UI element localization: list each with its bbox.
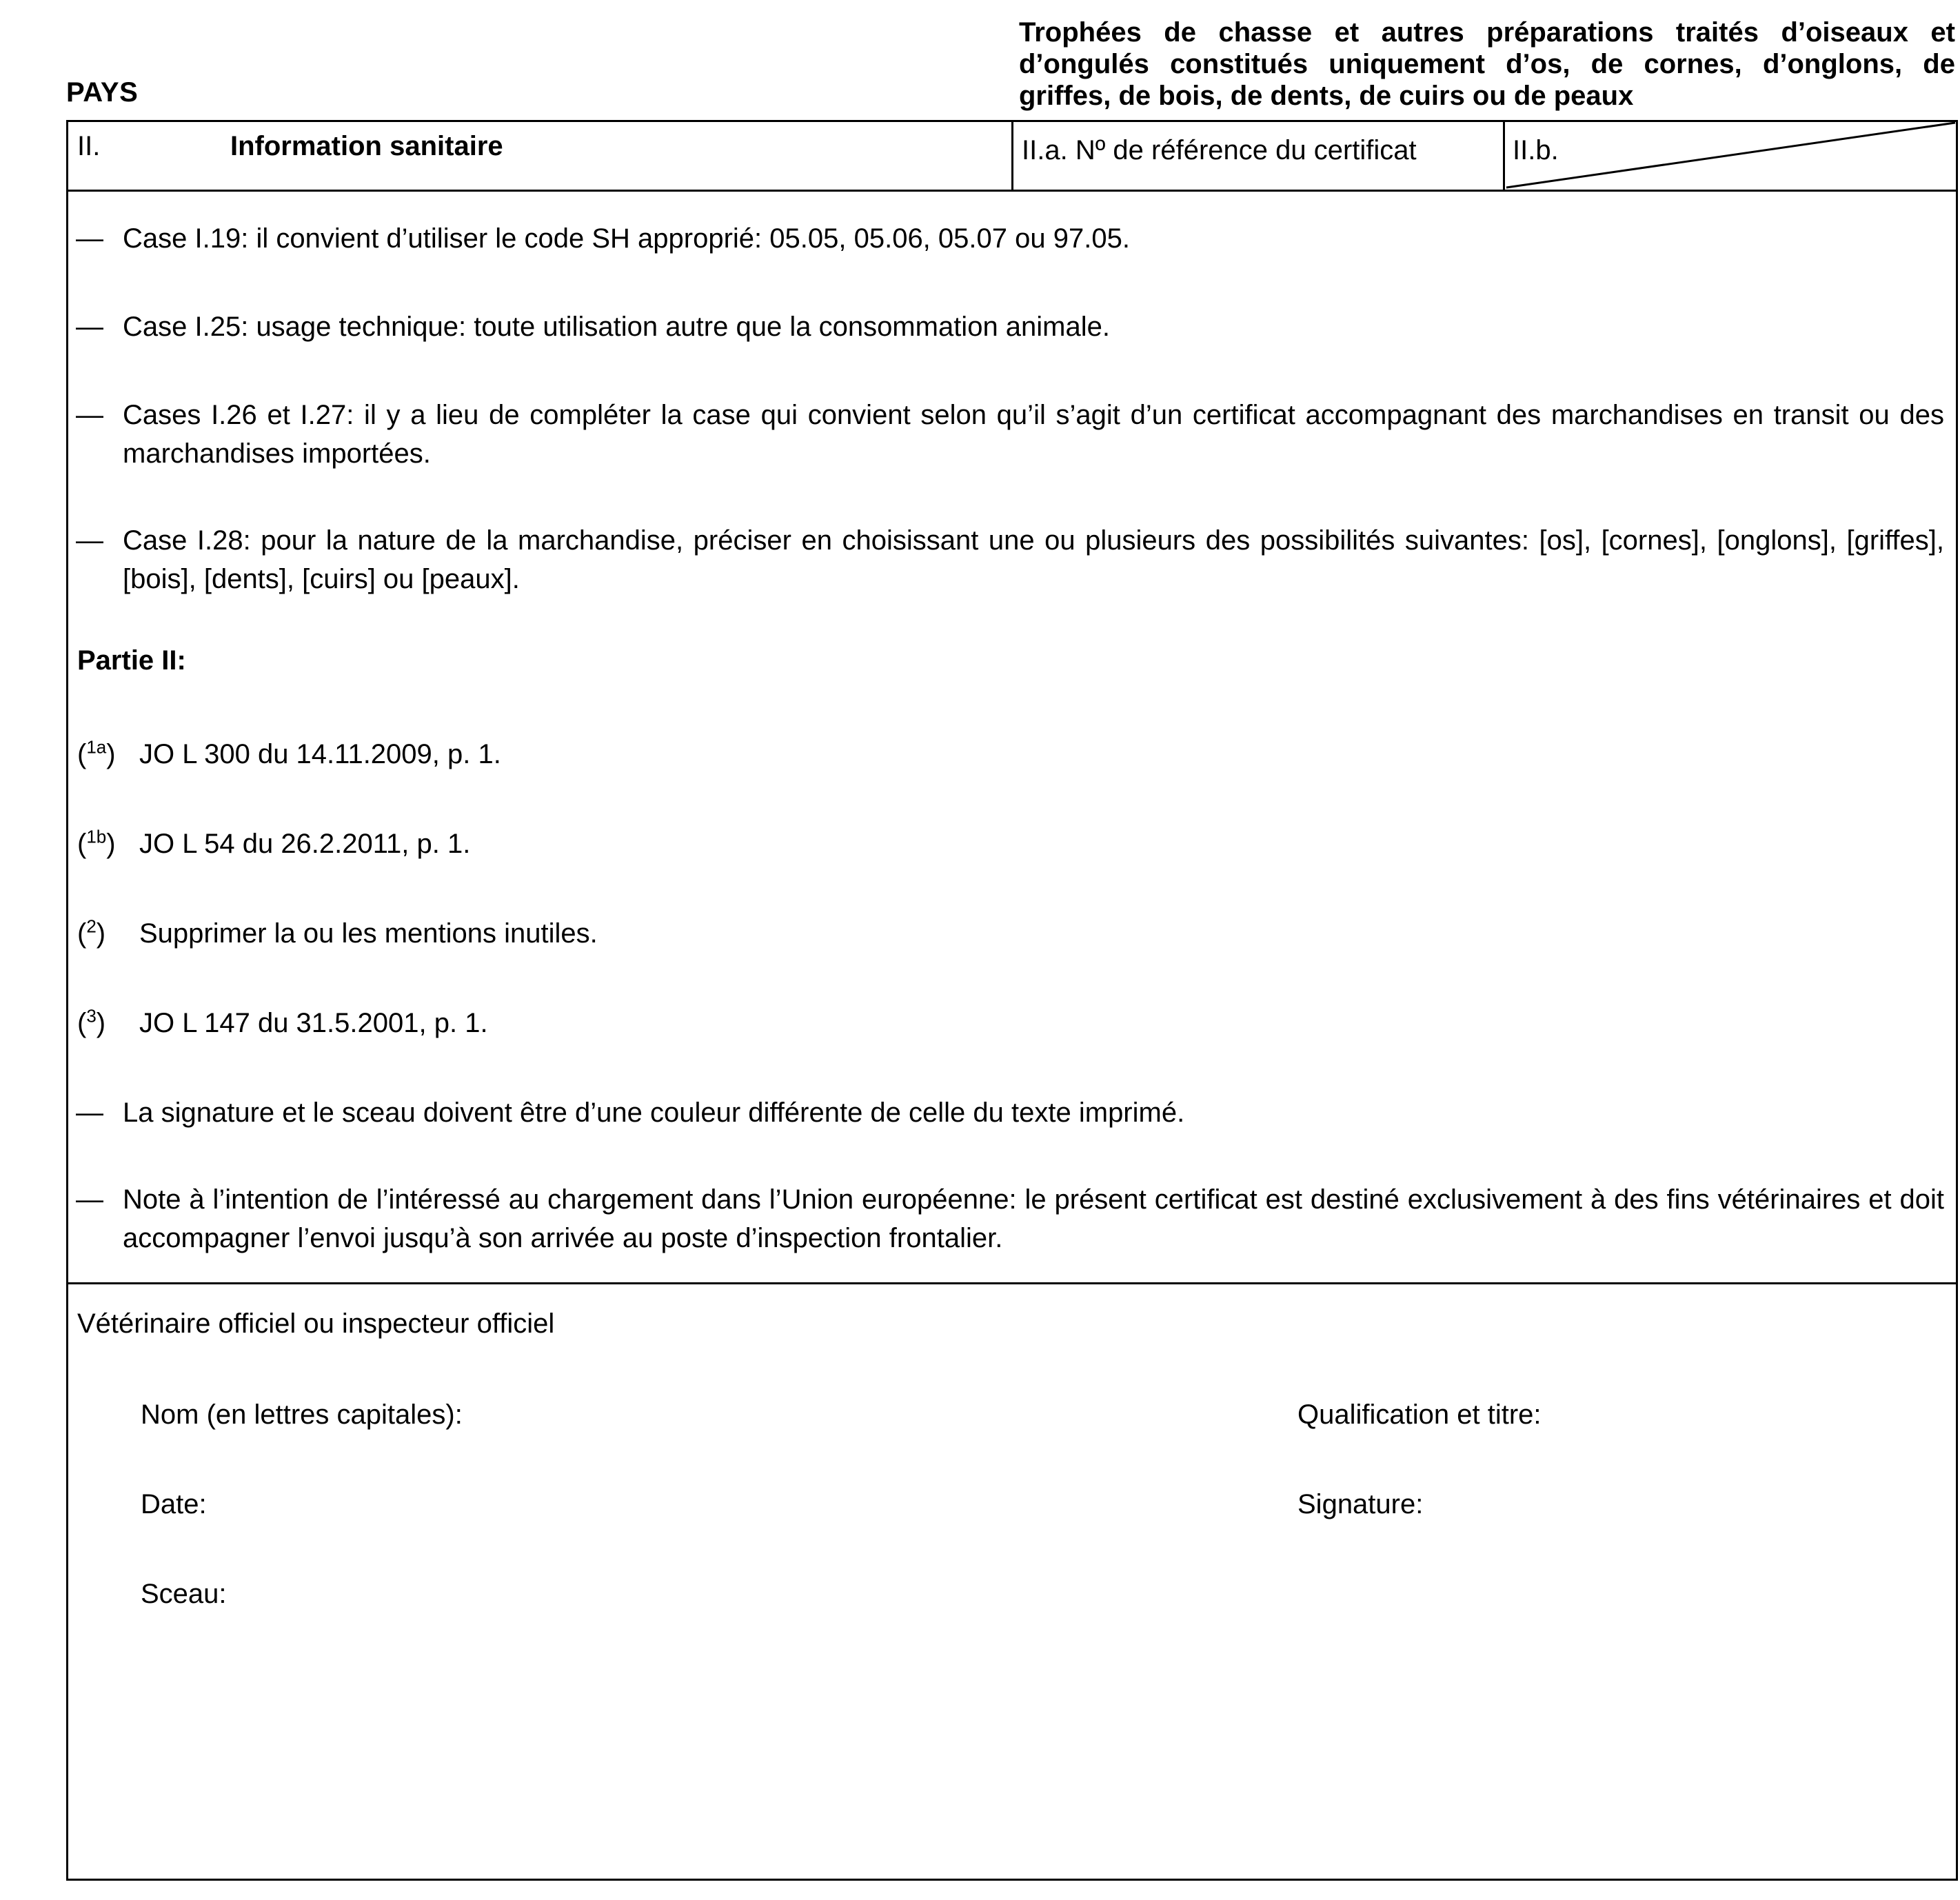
footnote-marker: ($^{1b}$) xyxy=(77,826,116,859)
closing-note xyxy=(76,1093,1944,1132)
closing-note-text: La signature et le sceau doivent être d’une couleur différente de celle du texte imprimé. xyxy=(123,1098,1185,1128)
dash-mark: — xyxy=(76,525,103,556)
footnote-text: JO L 300 du 14.11.2009, p. 1. xyxy=(139,739,501,769)
cert-ref-label: II.a. Nº de référence du certificat xyxy=(1022,135,1417,165)
footnote-text: Supprimer la ou les mentions inutiles. xyxy=(139,918,598,949)
footnote-marker: ($^3$) xyxy=(77,1005,106,1038)
instruction-item xyxy=(76,396,1944,473)
dash-mark: — xyxy=(76,1098,103,1128)
instruction-text: Case I.19: il convient d’utiliser le code SH approprié: 05.05, 05.06, 05.07 ou 97.05. xyxy=(123,223,1130,254)
closing-note xyxy=(76,1180,1944,1257)
footnote-marker: ($^{1a}$) xyxy=(77,736,116,769)
closing-note-text: Note à l’intention de l’intéressé au chargement dans l’Union européenne: le présent certificat est destiné exclusivement à des fins vétérinaires et doit accompagner l’envoi jusqu’à son arrivée au poste d’inspection frontalier. xyxy=(123,1184,1944,1253)
dash-mark: — xyxy=(76,1184,103,1215)
date-label: Date: xyxy=(141,1489,207,1519)
instruction-item xyxy=(76,521,1944,598)
instruction-item xyxy=(76,307,1944,346)
footnote xyxy=(77,914,598,953)
dash-mark: — xyxy=(76,400,103,430)
footnote xyxy=(77,1004,488,1042)
seal-label: Sceau: xyxy=(141,1579,227,1609)
footnote-marker: ($^2$) xyxy=(77,916,106,949)
country-label: PAYS xyxy=(66,77,139,108)
instruction-item xyxy=(76,219,1944,258)
instruction-text: Cases I.26 et I.27: il y a lieu de compléter la case qui convient selon qu’il s’agit d’un certificat accompagnant des marchandises en transit ou des marchandises importées. xyxy=(123,400,1944,469)
instruction-text: Case I.25: usage technique: toute utilisation autre que la consommation animale. xyxy=(123,312,1110,342)
footnote xyxy=(77,735,501,774)
signature-separator xyxy=(66,1282,1958,1284)
certificate-frame xyxy=(66,120,1958,1881)
footnote-text: JO L 54 du 26.2.2011, p. 1. xyxy=(139,829,471,859)
cert-ref-b-label: II.b. xyxy=(1513,135,1559,165)
signature-heading: Vétérinaire officiel ou inspecteur officiel xyxy=(77,1308,555,1339)
section-title: Information sanitaire xyxy=(230,131,503,161)
dash-mark: — xyxy=(76,312,103,342)
dash-mark: — xyxy=(76,223,103,254)
document-title: Trophées de chasse et autres préparations traités d’oiseaux et d’ongulés constitués uniquement d’os, de cornes, d’onglons, de griffes, de bois, de dents, de cuirs ou de peaux xyxy=(1019,17,1955,111)
qualification-label: Qualification et titre: xyxy=(1297,1399,1542,1430)
diagonal-strike xyxy=(1504,120,1958,192)
header-divider xyxy=(1011,120,1013,192)
name-label: Nom (en lettres capitales): xyxy=(141,1399,463,1430)
signature-label: Signature: xyxy=(1297,1489,1424,1519)
footnote xyxy=(77,825,470,863)
instruction-text: Case I.28: pour la nature de la marchandise, préciser en choisissant une ou plusieurs des possibilités suivantes: [os], [cornes], [onglons], [griffes], [bois], [dents], [cuirs] ou [peaux]. xyxy=(123,525,1944,594)
section-number: II. xyxy=(77,131,101,161)
part-heading: Partie II: xyxy=(77,645,186,676)
footnote-text: JO L 147 du 31.5.2001, p. 1. xyxy=(139,1008,488,1038)
